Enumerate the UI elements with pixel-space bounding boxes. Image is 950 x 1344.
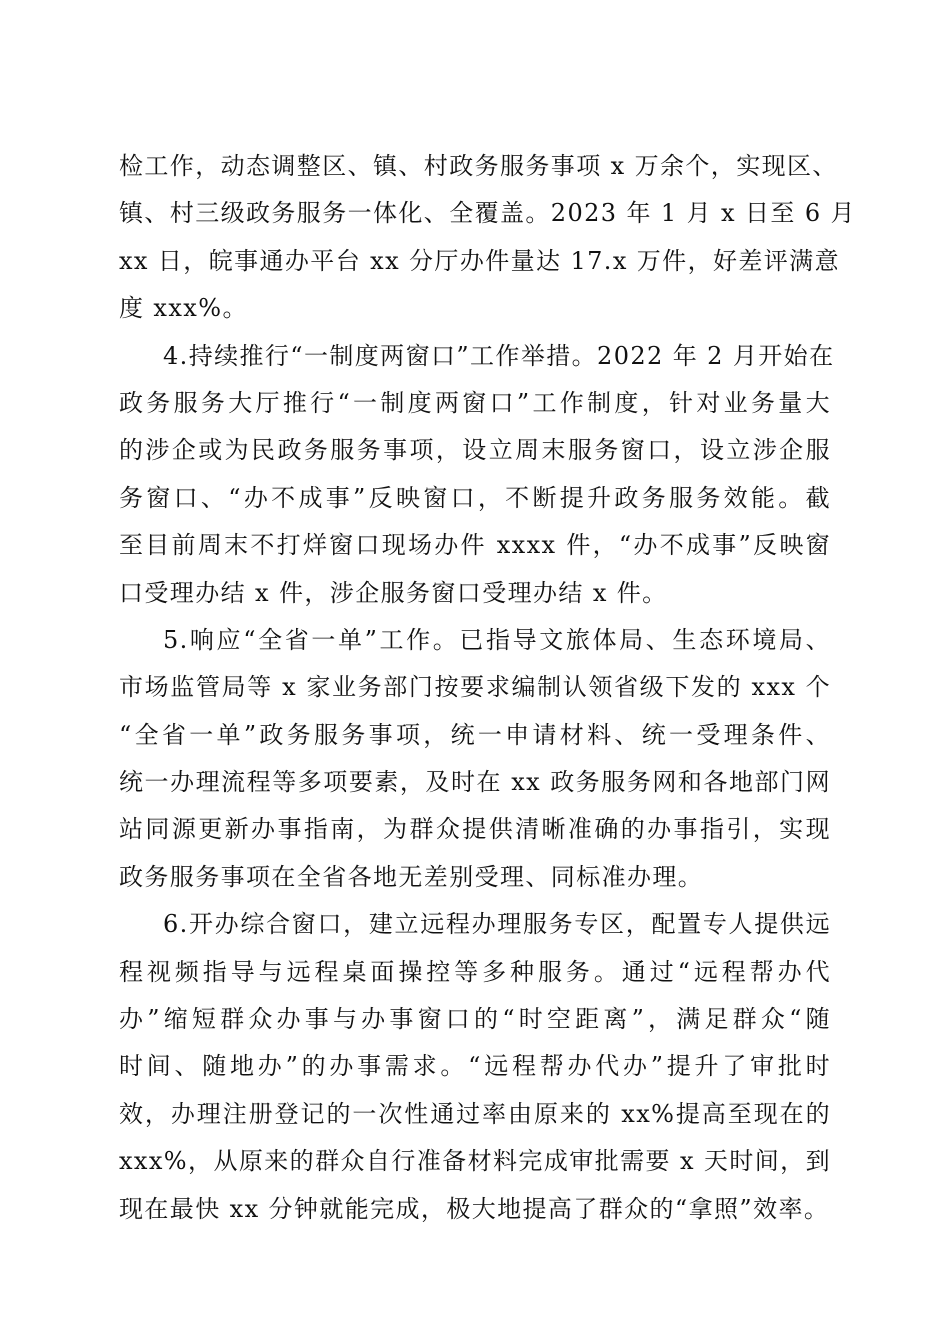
paragraph-item-5 (119, 617, 831, 901)
text-line: 度 xxx%。 (119, 294, 248, 323)
text-line: xxx%，从原来的群众自行准备材料完成审批需要 x 天时间，到 (119, 1147, 831, 1176)
text-line: 口受理办结 x 件，涉企服务窗口受理办结 x 件。 (119, 578, 668, 607)
text-line: 检工作，动态调整区、镇、村政务服务事项 x 万余个，实现区、 (119, 152, 838, 180)
text-line: 办”缩短群众办事与办事窗口的“时空距离”，满足群众“随 (119, 1005, 831, 1034)
text-line: 务窗口、“办不成事”反映窗口，不断提升政务服务效能。截 (119, 483, 831, 512)
text-line: 统一办理流程等多项要素，及时在 xx 政务服务网和各地部门网 (119, 768, 831, 797)
text-line: 6.开办综合窗口，建立远程办理服务专区，配置专人提供远 (163, 910, 831, 939)
paragraph-item-6 (119, 901, 831, 1233)
text-line: 政务服务事项在全省各地无差别受理、同标准办理。 (119, 862, 704, 891)
text-line: 政务服务大厅推行“一制度两窗口”工作制度，针对业务量大 (119, 388, 831, 417)
paragraph-item-4 (119, 333, 835, 617)
text-line: 至目前周末不打烊窗口现场办件 xxxx 件，“办不成事”反映窗 (119, 531, 831, 560)
text-line: 4.持续推行“一制度两窗口”工作举措。2022 年 2 月开始在 (163, 341, 835, 370)
text-line: 站同源更新办事指南，为群众提供清晰准确的办事指引，实现 (119, 815, 831, 844)
text-line: “全省一单”政务服务事项，统一申请材料、统一受理条件、 (119, 720, 831, 749)
text-line: 镇、村三级政务服务一体化、全覆盖。2023 年 1 月 x 日至 6 月 (119, 199, 856, 228)
text-line: xx 日，皖事通办平台 xx 分厅办件量达 17.x 万件，好差评满意 (119, 246, 840, 275)
document-body (119, 143, 856, 1233)
text-line: 效，办理注册登记的一次性通过率由原来的 xx%提高至现在的 (119, 1099, 831, 1128)
text-line: 时间、随地办”的办事需求。“远程帮办代办”提升了审批时 (119, 1052, 831, 1081)
text-line: 现在最快 xx 分钟就能完成，极大地提高了群众的“拿照”效率。 (119, 1194, 830, 1223)
text-line: 市场监管局等 x 家业务部门按要求编制认领省级下发的 xxx 个 (119, 673, 831, 702)
text-line: 的涉企或为民政务服务事项，设立周末服务窗口，设立涉企服 (119, 436, 831, 465)
text-line: 5.响应“全省一单”工作。已指导文旅体局、生态环境局、 (163, 625, 831, 654)
text-line: 程视频指导与远程桌面操控等多种服务。通过“远程帮办代 (119, 957, 831, 986)
paragraph-continuation (119, 143, 856, 333)
